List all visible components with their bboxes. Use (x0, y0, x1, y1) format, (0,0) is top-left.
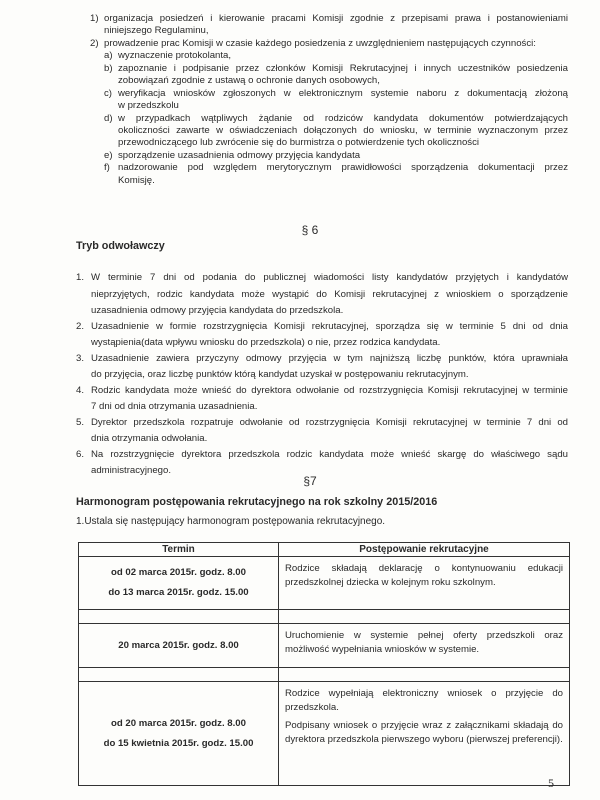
termin-line: od 02 marca 2015r. godz. 8.00 (111, 567, 246, 578)
appeal-line: nieprzyjętych, rodzic kandydata może wystąpić do Komisji rekrutacyjnej z wnioskiem o sporządzenie (91, 289, 568, 300)
desc-paragraph: Podpisany wniosek o przyjęcie wraz z załącznikami składają do dyrektora przedszkola pierwszego wyboru (pierwszej preferencji). (285, 720, 563, 745)
sub-marker: c) (104, 88, 112, 99)
sub-marker: a) (104, 50, 113, 61)
sub-item-line: zapoznanie i podpisanie przez członków Komisji Rekrutacyjnej i innych uczestników posiedzenia (118, 63, 568, 74)
sub-item-line: Komisję. (118, 175, 155, 186)
list-marker: 1) (90, 13, 99, 24)
table-header-row (79, 543, 570, 557)
appeal-line: W terminie 7 dni od podania do publicznej wiadomości listy kandydatów przyjętych i kandydatów (91, 272, 568, 283)
desc-cell (279, 682, 570, 786)
appeal-line: dnia otrzymania odwołania. (91, 433, 208, 444)
appeal-marker: 6. (76, 449, 85, 460)
desc-paragraph: Uruchomienie w systemie pełnej oferty przedszkoli oraz możliwość wypełniania wniosków w systemie. (285, 630, 563, 655)
appeal-line: wystąpienia(data wpływu wniosku do przedszkola) o nie, przez rodzica kandydata. (91, 337, 441, 348)
appeal-line: Dyrektor przedszkola rozpatruje odwołanie od rozstrzygnięcia Komisji rekrutacyjnej w terminie 7 dni od (91, 417, 568, 428)
appeal-marker: 4. (76, 385, 85, 396)
table-row (79, 624, 570, 668)
appeal-line: 7 dni od dnia otrzymania uzasadnienia. (91, 401, 258, 412)
appeal-line: Uzasadnienie zawiera przyczyny odmowy przyjęcia w tym najniższą liczbę punktów, która uprawniała (91, 353, 568, 364)
termin-line: 20 marca 2015r. godz. 8.00 (118, 639, 239, 651)
sub-item-line: weryfikacja wniosków zgłoszonych w elektronicznym systemie naboru z dokumentacją złożoną (118, 88, 568, 99)
appeal-line: do przyjęcia, oraz liczbę punktów którą kandydat uzyskał w postępowaniu rekrutacyjnym. (91, 369, 469, 380)
list-item-line: niniejszego Regulaminu, (104, 25, 209, 36)
sub-item-line: w przedszkolu (118, 100, 179, 111)
appeal-line: Na rozstrzygnięcie dyrektora przedszkola rodzic kandydata może wnieść skargę do właściwego sądu (91, 449, 568, 460)
sub-item-line: okoliczności zawarte w oświadczeniach dołączonych do wniosku, w terminie wyznaczonym przez (118, 125, 568, 136)
schedule-table (78, 542, 570, 786)
appeal-marker: 1. (76, 272, 85, 283)
appeal-marker: 3. (76, 353, 85, 364)
appeal-marker: 2. (76, 321, 85, 332)
section-intro: 1.Ustala się następujący harmonogram postępowania rekrutacyjnego. (76, 516, 386, 527)
table-row (79, 557, 570, 610)
list-item-line: prowadzenie prac Komisji w czasie każdego posiedzenia z uwzględnieniem następujących czynności: (104, 38, 536, 49)
termin-line: od 20 marca 2015r. godz. 8.00 (111, 717, 246, 729)
column-header-postepowanie: Postępowanie rekrutacyjne (279, 543, 570, 557)
appeal-line: Rodzic kandydata może wnieść do dyrektora odwołanie od rozstrzygnięcia Komisji rekrutacyjnej w terminie (91, 385, 568, 396)
list-item-line: organizacja posiedzeń i kierowanie pracami Komisji zgodnie z przepisami prawa i postanowieniami (104, 13, 568, 24)
sub-marker: f) (104, 162, 110, 173)
appeal-line: administracyjnego. (91, 465, 171, 476)
termin-line: do 15 kwietnia 2015r. godz. 15.00 (103, 737, 254, 749)
sub-item-line: sporządzenie uzasadnienia odmowy przyjęcia kandydata (118, 150, 361, 161)
section-mark: § 6 (301, 223, 319, 237)
section-mark: §7 (303, 474, 317, 488)
desc-cell (279, 624, 570, 668)
table-spacer-row (79, 610, 570, 624)
termin-cell (79, 557, 279, 610)
sub-item-line: w przypadkach wątpliwych żądanie od rodziców kandydata dokumentów potwierdzających (118, 113, 568, 124)
termin-cell (79, 624, 279, 668)
sub-marker: b) (104, 63, 113, 74)
sub-item-line: przewodniczącego lub zwrócenie się do burmistrza o potwierdzenie tych okoliczności (118, 137, 480, 148)
section-title: Tryb odwoławczy (76, 240, 165, 252)
sub-item-line: wyznaczenie protokolanta, (118, 50, 232, 61)
table-row (79, 682, 570, 786)
desc-paragraph: Rodzice składają deklarację o kontynuowaniu edukacji przedszkolnej dziecka w kolejnym roku szkolnym. (285, 563, 563, 588)
sub-marker: d) (104, 113, 113, 124)
desc-cell (279, 557, 570, 610)
termin-line: do 13 marca 2015r. godz. 15.00 (108, 587, 249, 598)
appeal-marker: 5. (76, 417, 85, 428)
sub-item-line: nadzorowanie pod względem merytorycznym prawidłowości sporządzenia dokumentacji przez (118, 162, 568, 173)
appeal-line: Uzasadnienie w formie rozstrzygnięcia Komisji rekrutacyjnej, sporządza się w terminie 5 dni od dnia (91, 321, 568, 332)
section-title: Harmonogram postępowania rekrutacyjnego na rok szkolny 2015/2016 (76, 496, 438, 508)
termin-cell (79, 682, 279, 786)
sub-item-line: zobowiązań zgodnie z ustawą o ochronie danych osobowych, (118, 75, 380, 86)
page-number: 5 (548, 776, 554, 790)
list-marker: 2) (90, 38, 99, 49)
sub-marker: e) (104, 150, 113, 161)
appeal-line: uzasadnienia odmowy przyjęcia kandydata do przedszkola. (91, 305, 344, 316)
table-spacer-row (79, 668, 570, 682)
column-header-termin: Termin (79, 543, 279, 557)
desc-paragraph: Rodzice wypełniają elektroniczny wniosek o przyjęcie do przedszkola. (285, 688, 563, 713)
